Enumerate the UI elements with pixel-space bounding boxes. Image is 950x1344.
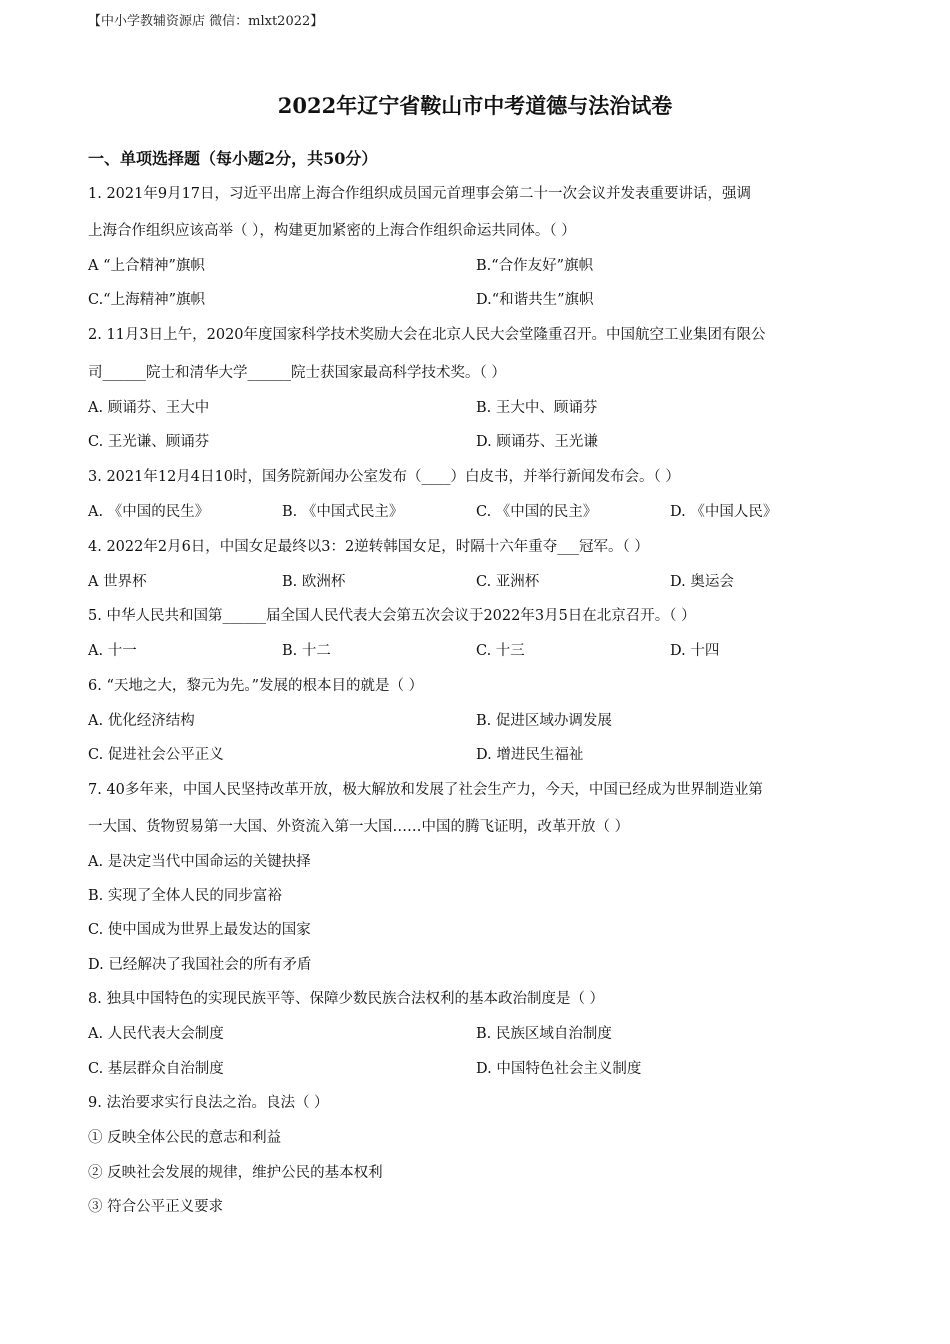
question-4-option-a: A 世界杯 — [88, 574, 147, 590]
question-4-option-b: B. 欧洲杯 — [282, 574, 346, 590]
question-2-option-a: A. 顾诵芬、王大中 — [88, 400, 210, 416]
question-5-option-a: A. 十一 — [88, 643, 137, 659]
question-6-line-1: 6. “天地之大，黎元为先。”发展的根本目的就是（ ） — [88, 678, 424, 694]
question-3-option-b: B. 《中国式民主》 — [282, 504, 404, 520]
question-4-option-d: D. 奥运会 — [670, 574, 734, 590]
question-8-option-c: C. 基层群众自治制度 — [88, 1061, 224, 1077]
question-8-option-b: B. 民族区域自治制度 — [476, 1026, 612, 1042]
question-2-line-2: 司______院士和清华大学______院士获国家最高科学技术奖。（ ） — [88, 365, 506, 381]
section-title: 一、单项选择题（每小题2分，共50分） — [88, 149, 378, 168]
question-7-option-b: B. 实现了全体人民的同步富裕 — [88, 888, 282, 904]
header-note: 【中小学教辅资源店 微信：mlxt2022】 — [88, 14, 324, 29]
question-1-option-d: D.“和谐共生”旗帜 — [476, 292, 594, 308]
question-9-statement-1: ① 反映全体公民的意志和利益 — [88, 1130, 282, 1146]
question-6-option-a: A. 优化经济结构 — [88, 713, 195, 729]
question-3-option-d: D. 《中国人民》 — [670, 504, 778, 520]
question-5-option-b: B. 十二 — [282, 643, 331, 659]
question-7-option-d: D. 已经解决了我国社会的所有矛盾 — [88, 957, 312, 973]
question-6-option-c: C. 促进社会公平正义 — [88, 747, 224, 763]
question-1-option-c: C.“上海精神”旗帜 — [88, 292, 206, 308]
question-1-line-1: 1. 2021年9月17日，习近平出席上海合作组织成员国元首理事会第二十一次会议并发表重要讲话，强调 — [88, 186, 752, 202]
question-5-option-d: D. 十四 — [670, 643, 720, 659]
question-2-option-b: B. 王大中、顾诵芬 — [476, 400, 598, 416]
question-6-option-d: D. 增进民生福祉 — [476, 747, 584, 763]
question-7-option-a: A. 是决定当代中国命运的关键抉择 — [88, 854, 311, 870]
question-8-line-1: 8. 独具中国特色的实现民族平等、保障少数民族合法权利的基本政治制度是（ ） — [88, 991, 605, 1007]
question-2-option-c: C. 王光谦、顾诵芬 — [88, 434, 210, 450]
question-5-option-c: C. 十三 — [476, 643, 525, 659]
question-5-line-1: 5. 中华人民共和国第______届全国人民代表大会第五次会议于2022年3月5日在北京召开。（ ） — [88, 608, 696, 624]
question-1-option-a: A “上合精神”旗帜 — [88, 258, 205, 274]
question-8-option-d: D. 中国特色社会主义制度 — [476, 1061, 642, 1077]
question-8-option-a: A. 人民代表大会制度 — [88, 1026, 224, 1042]
question-7-line-1: 7. 40多年来，中国人民坚持改革开放，极大解放和发展了社会生产力，今天，中国已经成为世界制造业第 — [88, 782, 763, 798]
question-1-option-b: B.“合作友好”旗帜 — [476, 258, 594, 274]
question-4-line-1: 4. 2022年2月6日，中国女足最终以3：2逆转韩国女足，时隔十六年重夺___冠军。（ ） — [88, 539, 649, 555]
question-9-statement-3: ③ 符合公平正义要求 — [88, 1199, 224, 1215]
question-2-option-d: D. 顾诵芬、王光谦 — [476, 434, 598, 450]
question-3-line-1: 3. 2021年12月4日10时，国务院新闻办公室发布（____）白皮书，并举行新闻发布会。（ ） — [88, 469, 680, 485]
page-title: 2022年辽宁省鞍山市中考道德与法治试卷 — [277, 93, 673, 118]
question-7-line-2: 一大国、货物贸易第一大国、外资流入第一大国……中国的腾飞证明，改革开放（ ） — [88, 819, 630, 835]
question-9-line-1: 9. 法治要求实行良法之治。良法（ ） — [88, 1095, 329, 1111]
question-3-option-a: A. 《中国的民生》 — [88, 504, 210, 520]
question-6-option-b: B. 促进区域办调发展 — [476, 713, 612, 729]
question-2-line-1: 2. 11月3日上午，2020年度国家科学技术奖励大会在北京人民大会堂隆重召开。中国航空工业集团有限公 — [88, 327, 766, 343]
question-4-option-c: C. 亚洲杯 — [476, 574, 540, 590]
question-7-option-c: C. 使中国成为世界上最发达的国家 — [88, 922, 311, 938]
question-1-line-2: 上海合作组织应该高举（ ），构建更加紧密的上海合作组织命运共同体。（ ） — [88, 223, 576, 239]
question-3-option-c: C. 《中国的民主》 — [476, 504, 598, 520]
question-9-statement-2: ② 反映社会发展的规律，维护公民的基本权利 — [88, 1165, 383, 1181]
